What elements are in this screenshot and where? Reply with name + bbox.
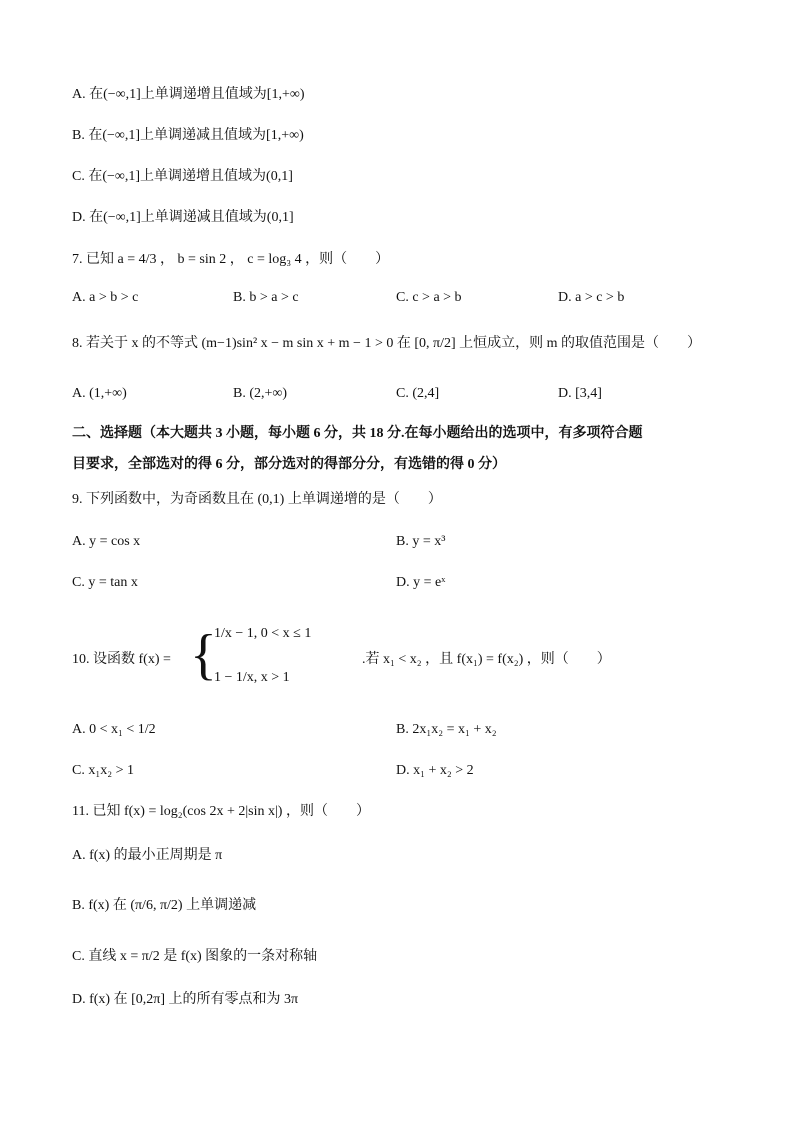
q10-stem-suffix: .若 x₁ < x₂ ，且 f(x₁) = f(x₂) ，则（ ）: [362, 652, 611, 667]
q11-option-b: B. f(x) 在 (π/6, π/2) 上单调递减: [72, 898, 257, 913]
q8-stem: 8. 若关于 x 的不等式 (m−1)sin² x − m sin x + m − 1 > 0 在 [0, π/2] 上恒成立，则 m 的取值范围是（ ）: [72, 336, 702, 351]
q8-option-b: B. (2,+∞): [233, 386, 288, 401]
q6-option-b: B. 在(−∞,1]上单调递减且值域为[1,+∞): [72, 128, 304, 143]
q7-option-d: D. a > c > b: [558, 290, 625, 305]
q6-option-a: A. 在(−∞,1]上单调递增且值域为[1,+∞): [72, 87, 305, 102]
q10-piece-2: 1 − 1/x, x > 1: [214, 670, 290, 685]
q11-stem: 11. 已知 f(x) = log₂(cos 2x + 2|sin x|) ，则（ ）: [72, 804, 370, 819]
piecewise-brace: {: [190, 624, 217, 686]
q7-option-b: B. b > a > c: [233, 290, 299, 305]
q10-option-a: A. 0 < x₁ < 1/2: [72, 722, 156, 737]
q10-option-d: D. x₁ + x₂ > 2: [396, 763, 474, 778]
q8-option-c: C. (2,4]: [396, 386, 440, 401]
q10-option-b: B. 2x₁x₂ = x₁ + x₂: [396, 722, 497, 737]
q9-option-c: C. y = tan x: [72, 575, 138, 590]
q9-stem: 9. 下列函数中，为奇函数且在 (0,1) 上单调递增的是（ ）: [72, 492, 442, 507]
q9-option-a: A. y = cos x: [72, 534, 141, 549]
q6-option-c: C. 在(−∞,1]上单调递增且值域为(0,1]: [72, 169, 293, 184]
q6-option-d: D. 在(−∞,1]上单调递减且值域为(0,1]: [72, 210, 294, 225]
q10-stem-prefix: 10. 设函数 f(x) =: [72, 652, 171, 667]
q8-option-a: A. (1,+∞): [72, 386, 127, 401]
q7-option-c: C. c > a > b: [396, 290, 462, 305]
q11-option-d: D. f(x) 在 [0,2π] 上的所有零点和为 3π: [72, 992, 299, 1007]
q11-option-a: A. f(x) 的最小正周期是 π: [72, 848, 223, 863]
section-2-heading-line1: 二、选择题（本大题共 3 小题，每小题 6 分，共 18 分.在每小题给出的选项中，有多项符合题: [72, 426, 643, 441]
q10-option-c: C. x₁x₂ > 1: [72, 763, 134, 778]
section-2-heading-line2: 目要求，全部选对的得 6 分，部分选对的得部分分，有选错的得 0 分）: [72, 457, 506, 472]
q7-option-a: A. a > b > c: [72, 290, 139, 305]
q8-option-d: D. [3,4]: [558, 386, 602, 401]
q11-option-c: C. 直线 x = π/2 是 f(x) 图象的一条对称轴: [72, 949, 318, 964]
q9-option-d: D. y = eˣ: [396, 575, 446, 590]
q9-option-b: B. y = x³: [396, 534, 446, 549]
q7-stem: 7. 已知 a = 4/3 ， b = sin 2 ， c = log₃ 4 ，则（ ）: [72, 252, 390, 267]
q10-piece-1: 1/x − 1, 0 < x ≤ 1: [214, 626, 312, 641]
